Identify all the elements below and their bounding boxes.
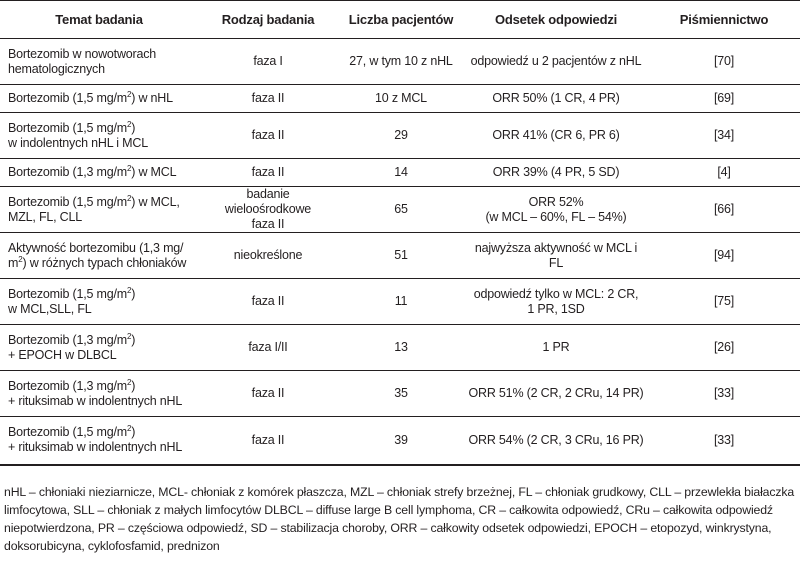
topic-line-2: + rituksimab w indolentnych nHL bbox=[8, 440, 183, 455]
topic-text: Bortezomib (1,5 mg/m bbox=[8, 194, 127, 209]
response-text: ORR 50% (1 CR, 4 PR) bbox=[492, 91, 620, 105]
column-header-patients: Liczba pacjentów bbox=[338, 1, 464, 39]
topic-line-2: w indolentnych nHL i MCL bbox=[8, 135, 148, 150]
topic-text-cont: ) w MCL bbox=[131, 165, 177, 179]
type-text: faza II bbox=[251, 128, 285, 142]
cell-response bbox=[464, 113, 648, 159]
topic-text: Bortezomib (1,3 mg/m bbox=[8, 332, 127, 347]
topic-line-2: + EPOCH w DLBCL bbox=[8, 347, 117, 362]
table-row bbox=[0, 417, 800, 465]
cell-response bbox=[464, 187, 648, 233]
cell-type bbox=[198, 325, 338, 371]
response-text: odpowiedź u 2 pacjentów z nHL bbox=[470, 54, 642, 68]
type-text: faza I/II bbox=[248, 340, 288, 354]
column-header-references: Piśmiennictwo bbox=[648, 1, 800, 39]
type-text: nieokreślone bbox=[233, 248, 303, 262]
table-row bbox=[0, 85, 800, 113]
cell-topic bbox=[0, 325, 198, 371]
type-text: faza II bbox=[251, 432, 285, 447]
response-line-2: 1 PR, 1SD bbox=[527, 301, 585, 316]
cell-topic bbox=[0, 113, 198, 159]
type-text: faza II bbox=[251, 294, 285, 308]
response-text: najwyższa aktywność w MCL i FL bbox=[474, 240, 638, 270]
cell-topic bbox=[0, 39, 198, 85]
response-line-1: odpowiedź tylko w MCL: 2 CR, bbox=[473, 286, 639, 301]
cell-response bbox=[464, 279, 648, 325]
topic-text-cont: ) w MCL, bbox=[131, 194, 180, 209]
table-row bbox=[0, 279, 800, 325]
cell-type bbox=[198, 113, 338, 159]
column-header-topic: Temat badania bbox=[0, 1, 198, 39]
topic-text-cont: ) w nHL bbox=[131, 91, 173, 105]
superscript: 2 bbox=[18, 254, 23, 264]
cell-patients: 10 z MCL bbox=[375, 91, 427, 105]
table-body bbox=[0, 39, 800, 465]
cell-reference: [70] bbox=[713, 54, 735, 68]
superscript: 2 bbox=[126, 424, 132, 434]
topic-text: Bortezomib (1,5 mg/m bbox=[8, 425, 127, 440]
cell-response bbox=[464, 417, 648, 465]
cell-topic bbox=[0, 85, 198, 113]
topic-text-cont: ) bbox=[131, 286, 136, 301]
type-text: faza II bbox=[251, 386, 285, 400]
cell-type bbox=[198, 39, 338, 85]
superscript: 2 bbox=[126, 89, 132, 99]
topic-text-cont: ) bbox=[131, 332, 136, 347]
cell-reference: [66] bbox=[713, 202, 735, 216]
table-row bbox=[0, 371, 800, 417]
response-text: ORR 39% (4 PR, 5 SD) bbox=[492, 165, 620, 179]
superscript: 2 bbox=[126, 331, 132, 341]
table-header bbox=[0, 1, 800, 39]
cell-type bbox=[198, 371, 338, 417]
response-text: 1 PR bbox=[542, 340, 570, 354]
table-footnote bbox=[4, 483, 796, 555]
cell-patients: 65 bbox=[394, 202, 408, 216]
cell-topic bbox=[0, 279, 198, 325]
footnote-line-2: limfocytowa, SLL – chłoniak z małych limfocytów DLBCL – diffuse large B cell lymphoma, CR – całkowita odpowiedź, CRu – całkowita odpowiedź bbox=[4, 503, 773, 517]
column-header-type: Rodzaj badania bbox=[198, 1, 338, 39]
table-row bbox=[0, 325, 800, 371]
table-row bbox=[0, 159, 800, 187]
topic-text: Bortezomib (1,5 mg/m bbox=[8, 286, 127, 301]
cell-reference: [33] bbox=[713, 386, 735, 400]
cell-topic bbox=[0, 233, 198, 279]
topic-line-2: + rituksimab w indolentnych nHL bbox=[8, 393, 183, 408]
type-text: faza I bbox=[253, 54, 283, 68]
topic-text: Bortezomib (1,3 mg/m bbox=[8, 165, 127, 179]
response-text: ORR 41% (CR 6, PR 6) bbox=[492, 128, 620, 142]
cell-reference: [33] bbox=[713, 432, 735, 447]
topic-text-cont: ) bbox=[131, 120, 136, 135]
topic-text-cont: ) bbox=[131, 425, 136, 440]
cell-response bbox=[464, 371, 648, 417]
cell-response bbox=[464, 325, 648, 371]
response-line-1: ORR 52% bbox=[528, 194, 584, 209]
type-text: faza II bbox=[251, 91, 285, 105]
cell-response bbox=[464, 85, 648, 113]
cell-type bbox=[198, 233, 338, 279]
cell-patients: 35 bbox=[394, 386, 408, 400]
cell-patients: 13 bbox=[394, 340, 408, 354]
response-text: ORR 51% (2 CR, 2 CRu, 14 PR) bbox=[468, 386, 644, 400]
cell-response bbox=[464, 159, 648, 187]
topic-text: Bortezomib (1,5 mg/m bbox=[8, 91, 127, 105]
topic-line-2-cont: ) w różnych typach chłoniaków bbox=[22, 255, 187, 270]
topic-text-cont: ) bbox=[131, 378, 136, 393]
type-text: faza II bbox=[251, 165, 285, 179]
response-text: ORR 54% (2 CR, 3 CRu, 16 PR) bbox=[468, 432, 644, 447]
topic-line-2: hematologicznych bbox=[8, 61, 105, 76]
superscript: 2 bbox=[126, 193, 132, 203]
topic-line-2: w MCL,SLL, FL bbox=[8, 301, 92, 316]
cell-patients: 11 bbox=[394, 294, 408, 308]
cell-reference: [94] bbox=[713, 248, 735, 262]
table-row bbox=[0, 187, 800, 233]
topic-text: Bortezomib (1,5 mg/m bbox=[8, 120, 127, 135]
cell-type bbox=[198, 417, 338, 465]
cell-patients: 51 bbox=[394, 248, 408, 262]
cell-reference: [69] bbox=[713, 91, 735, 105]
topic-line-2: MZL, FL, CLL bbox=[8, 209, 83, 224]
superscript: 2 bbox=[126, 377, 132, 387]
footnote-line-4: doksorubicyna, cyklofosfamid, prednizon bbox=[4, 539, 220, 553]
cell-reference: [34] bbox=[713, 128, 735, 142]
superscript: 2 bbox=[126, 285, 132, 295]
type-line-2: faza II bbox=[251, 217, 285, 231]
cell-response bbox=[464, 39, 648, 85]
footnote-line-1: nHL – chłoniaki nieziarnicze, MCL- chłoniak z komórek płaszcza, MZL – chłoniak strefy brzeżnej, FL – chłoniak grudkowy, CLL – przewlekła białaczka bbox=[4, 485, 795, 499]
cell-patients: 39 bbox=[394, 432, 408, 447]
cell-type bbox=[198, 85, 338, 113]
cell-topic bbox=[0, 417, 198, 465]
type-line-1: badanie wieloośrodkowe bbox=[224, 187, 312, 216]
cell-reference: [26] bbox=[713, 340, 735, 354]
cell-type bbox=[198, 159, 338, 187]
cell-response bbox=[464, 233, 648, 279]
topic-line-1: Aktywność bortezomibu (1,3 mg/ bbox=[8, 240, 184, 255]
footnote-line-3: niepotwierdzona, PR – częściowa odpowiedź, SD – stabilizacja choroby, ORR – całkowity odsetek odpowiedzi, EPOCH – etopozyd, winkrystyna, bbox=[4, 521, 772, 535]
table-row bbox=[0, 233, 800, 279]
cell-type bbox=[198, 187, 338, 233]
topic-text: Bortezomib (1,3 mg/m bbox=[8, 378, 127, 393]
cell-patients: 14 bbox=[394, 165, 408, 179]
cell-type bbox=[198, 279, 338, 325]
superscript: 2 bbox=[126, 163, 132, 173]
topic-line-1: Bortezomib w nowotworach bbox=[8, 46, 157, 61]
column-header-response: Odsetek odpowiedzi bbox=[464, 1, 648, 39]
cell-topic bbox=[0, 159, 198, 187]
response-line-2: (w MCL – 60%, FL – 54%) bbox=[485, 209, 627, 224]
superscript: 2 bbox=[126, 119, 132, 129]
cell-topic bbox=[0, 371, 198, 417]
cell-reference: [4] bbox=[717, 165, 731, 179]
cell-reference: [75] bbox=[713, 294, 735, 308]
topic-line-2: m bbox=[8, 255, 19, 270]
header-row bbox=[0, 1, 800, 39]
cell-patients: 27, w tym 10 z nHL bbox=[349, 54, 453, 68]
table-row bbox=[0, 39, 800, 85]
table-row bbox=[0, 113, 800, 159]
cell-patients: 29 bbox=[394, 128, 408, 142]
cell-topic bbox=[0, 187, 198, 233]
